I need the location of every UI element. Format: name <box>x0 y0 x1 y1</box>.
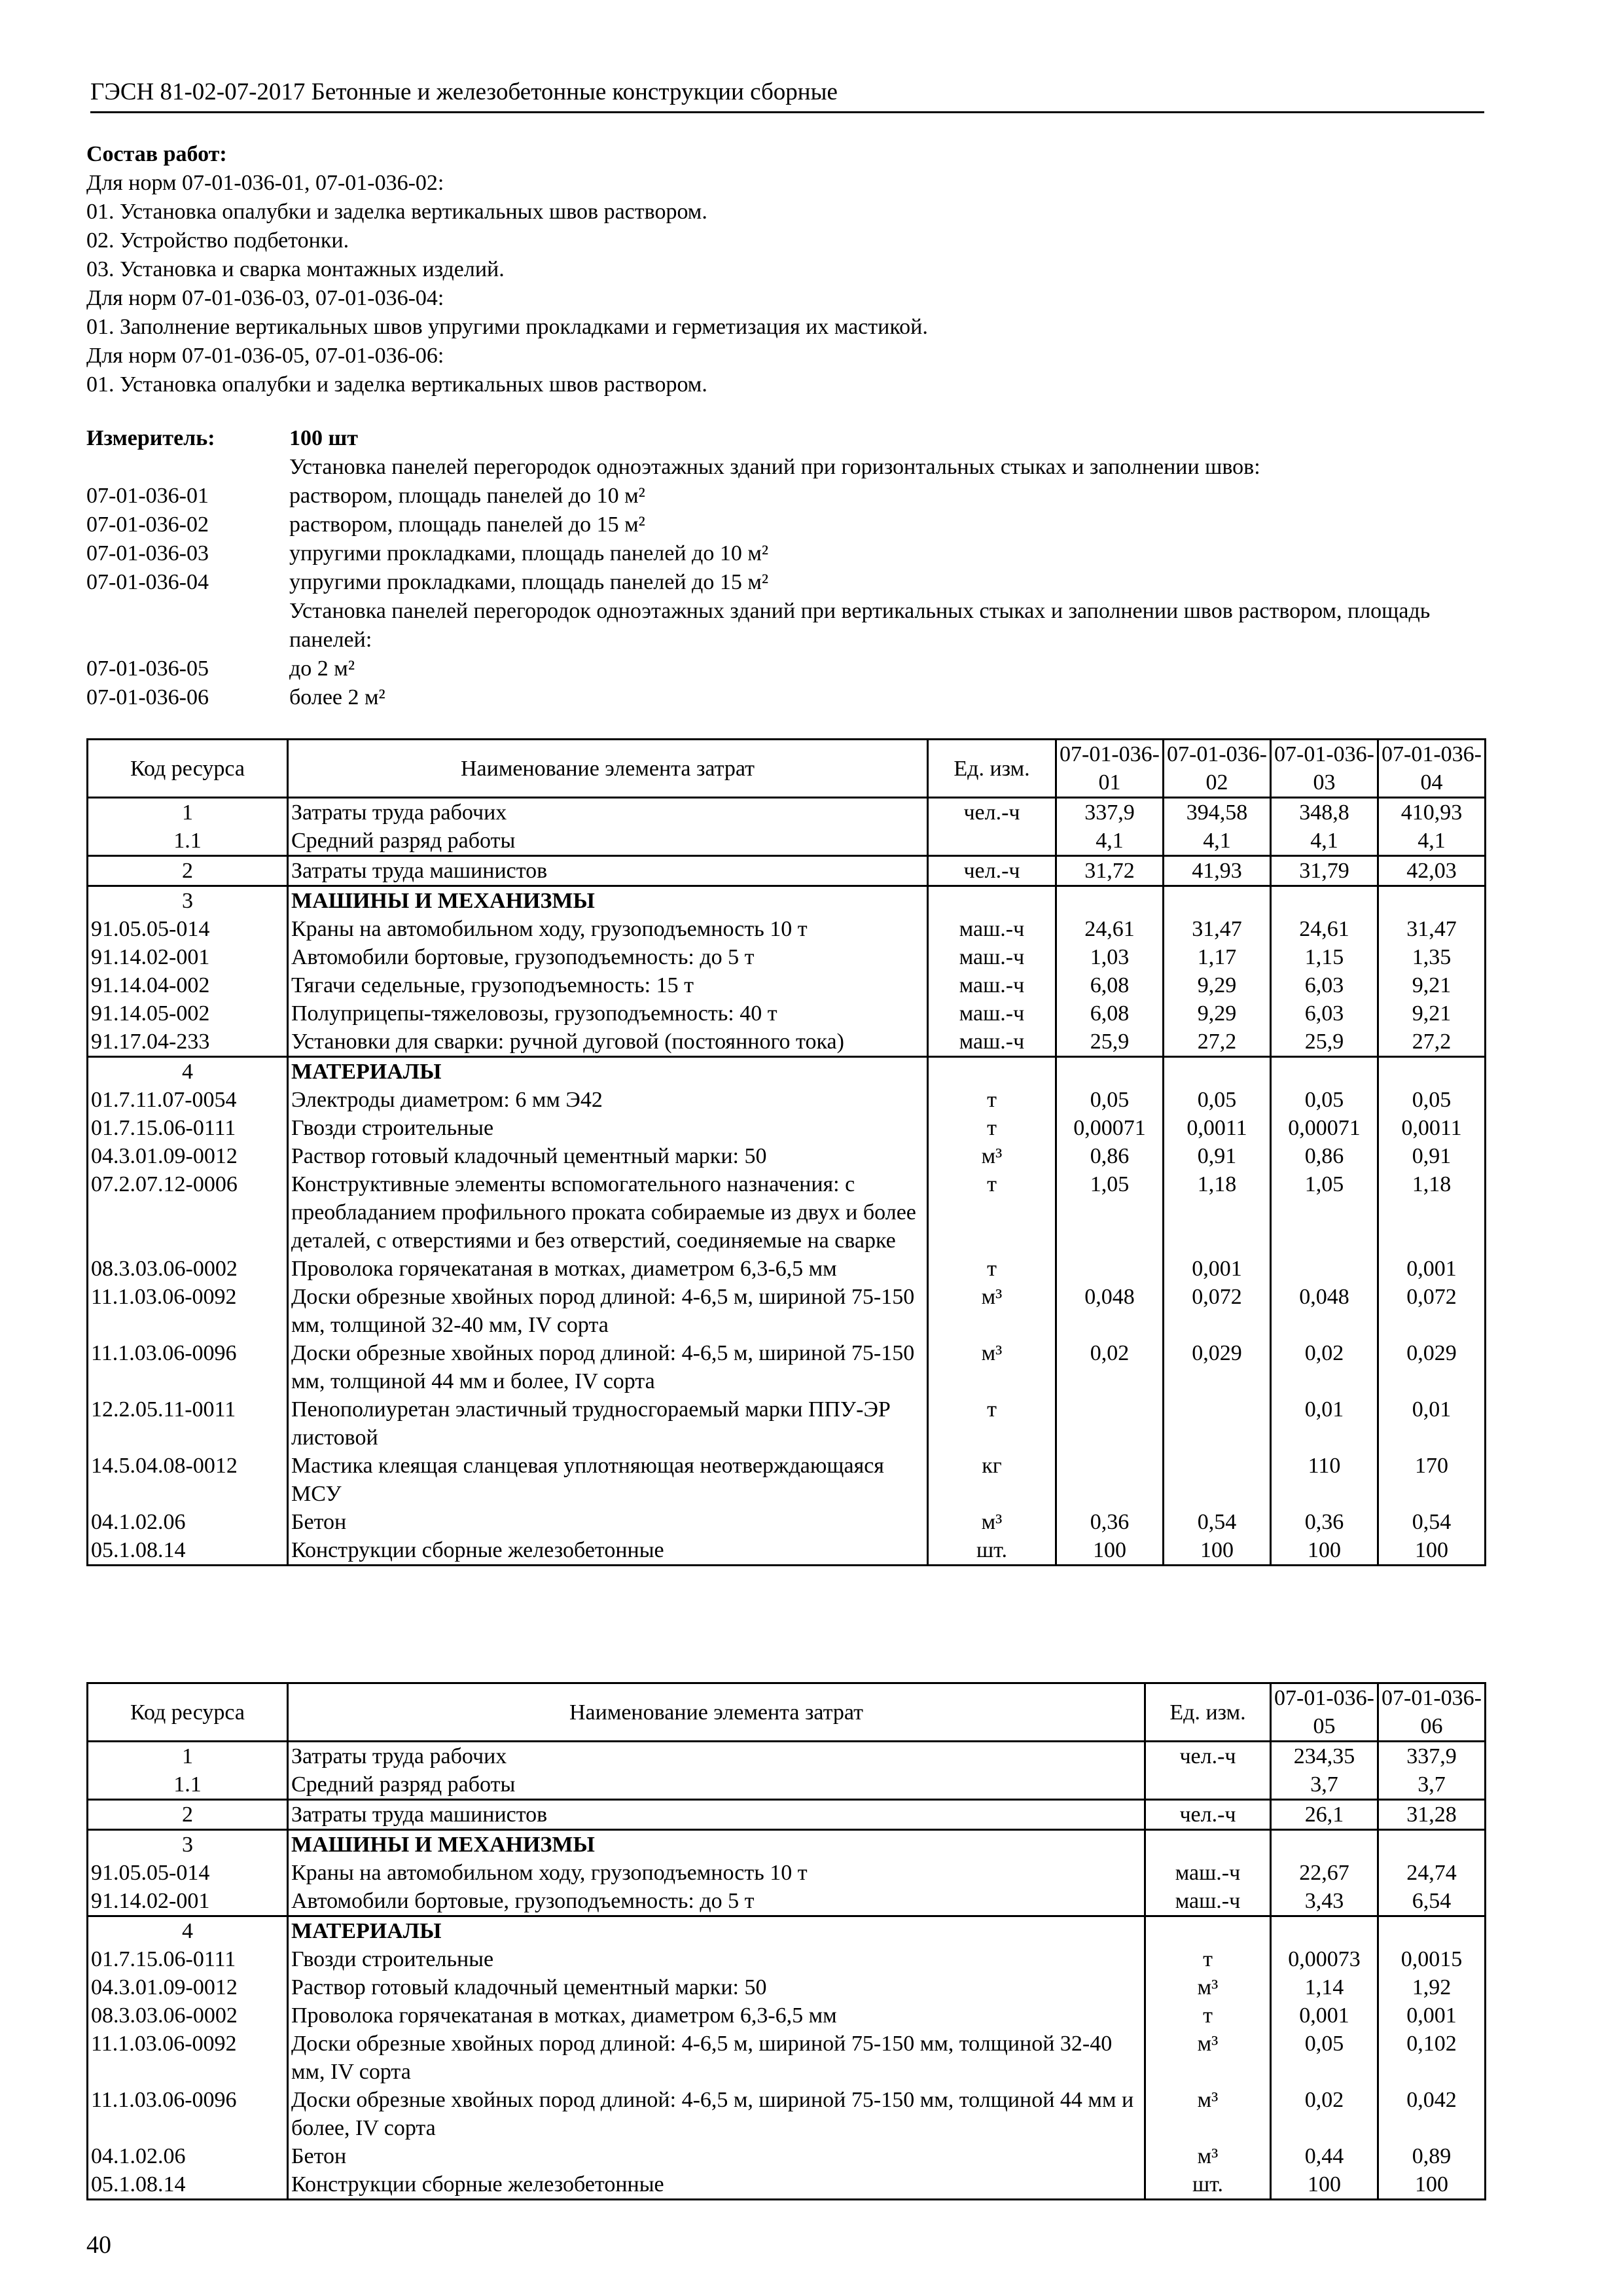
cell-value: 0,0011 <box>1378 1114 1486 1142</box>
resource-table-1 <box>86 738 1486 1566</box>
table-row <box>88 1508 1486 1536</box>
cell-name: Бетон <box>288 2142 1145 2170</box>
cell-unit: шт. <box>1145 2170 1271 2200</box>
cell-unit: м³ <box>1145 2142 1271 2170</box>
norm-text: упругими прокладками, площадь панелей до 10 м² <box>289 541 769 565</box>
cell-value: 1,05 <box>1271 1170 1378 1255</box>
cell-value: 0,0015 <box>1378 1945 1486 1973</box>
cell-unit: чел.-ч <box>1145 1800 1271 1830</box>
cell-name: Гвозди строительные <box>288 1114 928 1142</box>
norm-code: 07-01-036-03 <box>86 541 209 565</box>
table-row <box>88 1283 1486 1339</box>
cell-value: 3,7 <box>1378 1770 1486 1800</box>
cell-code: 2 <box>88 856 288 886</box>
cell-value: 24,61 <box>1271 915 1378 943</box>
cell-unit: маш.-ч <box>928 943 1056 971</box>
cell-code: 91.14.02-001 <box>88 1887 288 1916</box>
cell-code: 12.2.05.11-0011 <box>88 1395 288 1452</box>
table-row <box>88 1536 1486 1566</box>
cell-code: 05.1.08.14 <box>88 1536 288 1566</box>
cell-value: 0,44 <box>1271 2142 1378 2170</box>
norm-text: раствором, площадь панелей до 15 м² <box>289 512 645 537</box>
cell-name: Конструктивные элементы вспомогательного назначения: с преобладанием профильного проката собираемые из двух и более деталей, с отверстиями и без отверстий, соединяемые на сварке <box>288 1170 928 1255</box>
cell-name: Раствор готовый кладочный цементный марки: 50 <box>288 1142 928 1170</box>
table-header-row <box>88 1683 1486 1742</box>
cell-value: 0,048 <box>1056 1283 1164 1339</box>
cell-value: 0,01 <box>1378 1395 1486 1452</box>
cell-name: МАТЕРИАЛЫ <box>288 1057 928 1086</box>
cell-unit: чел.-ч <box>928 856 1056 886</box>
cell-value: 31,47 <box>1378 915 1486 943</box>
cell-value: 24,61 <box>1056 915 1164 943</box>
table-row <box>88 1395 1486 1452</box>
cell-value: 170 <box>1378 1452 1486 1508</box>
cell-value <box>1378 1916 1486 1946</box>
cell-value: 25,9 <box>1271 1028 1378 1057</box>
norm-text: упругими прокладками, площадь панелей до 15 м² <box>289 570 769 594</box>
page-number: 40 <box>86 2231 111 2259</box>
work-line: 01. Заполнение вертикальных швов упругими прокладками и герметизация их мастикой. <box>86 315 928 339</box>
norm-code: 07-01-036-05 <box>86 656 209 681</box>
cell-name: Бетон <box>288 1508 928 1536</box>
cell-value <box>1056 1395 1164 1452</box>
header-unit: Ед. изм. <box>928 740 1056 798</box>
cell-value: 0,86 <box>1271 1142 1378 1170</box>
header-name: Наименование элемента затрат <box>288 740 928 798</box>
cell-value: 26,1 <box>1271 1800 1378 1830</box>
cell-unit <box>928 886 1056 916</box>
cell-value: 6,08 <box>1056 971 1164 999</box>
table-row <box>88 2142 1486 2170</box>
work-composition <box>86 140 928 399</box>
cell-code: 3 <box>88 1830 288 1859</box>
cell-value: 27,2 <box>1378 1028 1486 1057</box>
cell-code: 91.14.02-001 <box>88 943 288 971</box>
cell-value: 0,029 <box>1378 1339 1486 1395</box>
cell-unit: т <box>928 1255 1056 1283</box>
header-norm: 07-01-036-01 <box>1056 740 1164 798</box>
running-header: ГЭСН 81-02-07-2017 Бетонные и железобетонные конструкции сборные <box>90 77 1484 113</box>
cell-value: 0,02 <box>1271 1339 1378 1395</box>
cell-code: 01.7.11.07-0054 <box>88 1086 288 1114</box>
cell-code: 1.1 <box>88 827 288 856</box>
cell-unit: шт. <box>928 1536 1056 1566</box>
table-row <box>88 1945 1486 1973</box>
cell-code: 1 <box>88 798 288 827</box>
cell-value <box>1271 1255 1378 1283</box>
table-row <box>88 2170 1486 2200</box>
cell-value: 22,67 <box>1271 1859 1378 1887</box>
header-norm: 07-01-036-03 <box>1271 740 1378 798</box>
cell-value: 0,05 <box>1271 1086 1378 1114</box>
cell-value: 0,02 <box>1271 2086 1378 2142</box>
cell-value: 4,1 <box>1378 827 1486 856</box>
cell-value: 0,02 <box>1056 1339 1164 1395</box>
cell-name: Средний разряд работы <box>288 827 928 856</box>
cell-value: 25,9 <box>1056 1028 1164 1057</box>
cell-value: 0,89 <box>1378 2142 1486 2170</box>
cell-unit: м³ <box>928 1339 1056 1395</box>
cell-value: 27,2 <box>1164 1028 1271 1057</box>
cell-unit <box>928 1057 1056 1086</box>
header-unit: Ед. изм. <box>1145 1683 1271 1742</box>
cell-name: Доски обрезные хвойных пород длиной: 4-6,5 м, шириной 75-150 мм, толщиной 32-40 мм, IV сорта <box>288 1283 928 1339</box>
cell-value: 6,54 <box>1378 1887 1486 1916</box>
cell-name: Затраты труда рабочих <box>288 1742 1145 1771</box>
cell-value: 0,001 <box>1271 2001 1378 2030</box>
cell-value <box>1271 886 1378 916</box>
table-row <box>88 943 1486 971</box>
table-row <box>88 1770 1486 1800</box>
cell-name: Проволока горячекатаная в мотках, диаметром 6,3-6,5 мм <box>288 2001 1145 2030</box>
cell-unit: т <box>1145 2001 1271 2030</box>
cell-value: 0,00073 <box>1271 1945 1378 1973</box>
cell-unit: маш.-ч <box>928 999 1056 1028</box>
cell-value: 6,03 <box>1271 971 1378 999</box>
cell-value: 9,21 <box>1378 999 1486 1028</box>
cell-unit <box>1145 1830 1271 1859</box>
cell-code: 1 <box>88 1742 288 1771</box>
norm-text: до 2 м² <box>289 656 355 681</box>
cell-value <box>1056 1057 1164 1086</box>
cell-unit: кг <box>928 1452 1056 1508</box>
cell-unit: м³ <box>928 1142 1056 1170</box>
cell-name: Затраты труда машинистов <box>288 1800 1145 1830</box>
cell-code: 1.1 <box>88 1770 288 1800</box>
cell-value: 0,0011 <box>1164 1114 1271 1142</box>
cell-unit: м³ <box>1145 1973 1271 2001</box>
header-norm: 07-01-036-02 <box>1164 740 1271 798</box>
cell-value: 0,54 <box>1378 1508 1486 1536</box>
cell-name: Проволока горячекатаная в мотках, диаметром 6,3-6,5 мм <box>288 1255 928 1283</box>
cell-value <box>1378 1057 1486 1086</box>
cell-code: 07.2.07.12-0006 <box>88 1170 288 1255</box>
cell-code: 14.5.04.08-0012 <box>88 1452 288 1508</box>
table-row <box>88 1255 1486 1283</box>
cell-value: 100 <box>1378 1536 1486 1566</box>
cell-name: Установки для сварки: ручной дуговой (постоянного тока) <box>288 1028 928 1057</box>
cell-name: Краны на автомобильном ходу, грузоподъемность 10 т <box>288 915 928 943</box>
cell-value: 0,048 <box>1271 1283 1378 1339</box>
cell-value: 0,102 <box>1378 2030 1486 2086</box>
norm-text: раствором, площадь панелей до 10 м² <box>289 484 645 508</box>
cell-value <box>1056 1452 1164 1508</box>
cell-value: 4,1 <box>1056 827 1164 856</box>
meter-label: Измеритель: <box>86 426 215 450</box>
cell-value <box>1164 1452 1271 1508</box>
cell-value: 31,79 <box>1271 856 1378 886</box>
cell-value: 1,18 <box>1164 1170 1271 1255</box>
cell-name: МАШИНЫ И МЕХАНИЗМЫ <box>288 886 928 916</box>
cell-value: 9,29 <box>1164 971 1271 999</box>
cell-value: 410,93 <box>1378 798 1486 827</box>
cell-code: 11.1.03.06-0092 <box>88 1283 288 1339</box>
cell-value: 0,05 <box>1164 1086 1271 1114</box>
cell-code: 05.1.08.14 <box>88 2170 288 2200</box>
cell-value: 24,74 <box>1378 1859 1486 1887</box>
cell-value: 1,92 <box>1378 1973 1486 2001</box>
cell-value <box>1271 1057 1378 1086</box>
cell-name: Полуприцепы-тяжеловозы, грузоподъемность: 40 т <box>288 999 928 1028</box>
cell-name: Конструкции сборные железобетонные <box>288 2170 1145 2200</box>
cell-value: 100 <box>1271 1536 1378 1566</box>
cell-value: 1,18 <box>1378 1170 1486 1255</box>
cell-value: 394,58 <box>1164 798 1271 827</box>
norm-code: 07-01-036-06 <box>86 685 209 709</box>
cell-value: 0,072 <box>1164 1283 1271 1339</box>
table-row <box>88 1973 1486 2001</box>
cell-unit <box>1145 1770 1271 1800</box>
cell-value: 100 <box>1378 2170 1486 2200</box>
cell-name: Затраты труда рабочих <box>288 798 928 827</box>
header-code: Код ресурса <box>88 1683 288 1742</box>
cell-value: 1,05 <box>1056 1170 1164 1255</box>
work-line: Для норм 07-01-036-01, 07-01-036-02: <box>86 171 444 195</box>
work-composition-title: Состав работ: <box>86 142 227 166</box>
cell-unit: т <box>928 1170 1056 1255</box>
cell-value: 0,05 <box>1378 1086 1486 1114</box>
cell-code: 01.7.15.06-0111 <box>88 1114 288 1142</box>
cell-value: 0,001 <box>1378 1255 1486 1283</box>
cell-code: 91.14.05-002 <box>88 999 288 1028</box>
table-row <box>88 1887 1486 1916</box>
cell-name: Раствор готовый кладочный цементный марки: 50 <box>288 1973 1145 2001</box>
cell-value: 0,001 <box>1378 2001 1486 2030</box>
cell-value <box>1056 886 1164 916</box>
meter-intro: Установка панелей перегородок одноэтажных зданий при горизонтальных стыках и заполнении швов: <box>289 455 1260 479</box>
table-row <box>88 1859 1486 1887</box>
cell-code: 04.1.02.06 <box>88 2142 288 2170</box>
cell-unit <box>1145 1916 1271 1946</box>
cell-value: 0,05 <box>1271 2030 1378 2086</box>
cell-unit: т <box>928 1086 1056 1114</box>
cell-unit: чел.-ч <box>928 798 1056 827</box>
cell-value: 0,91 <box>1164 1142 1271 1170</box>
cell-unit: т <box>928 1114 1056 1142</box>
cell-name: МАТЕРИАЛЫ <box>288 1916 1145 1946</box>
cell-value: 0,86 <box>1056 1142 1164 1170</box>
table-row <box>88 1339 1486 1395</box>
cell-code: 11.1.03.06-0092 <box>88 2030 288 2086</box>
norm-code: 07-01-036-02 <box>86 512 209 537</box>
cell-value: 9,21 <box>1378 971 1486 999</box>
cell-unit <box>928 827 1056 856</box>
cell-value: 1,17 <box>1164 943 1271 971</box>
cell-value: 110 <box>1271 1452 1378 1508</box>
cell-value: 0,36 <box>1056 1508 1164 1536</box>
cell-value: 100 <box>1056 1536 1164 1566</box>
work-line: Для норм 07-01-036-05, 07-01-036-06: <box>86 344 444 368</box>
norm-code: 07-01-036-04 <box>86 570 209 594</box>
table-row <box>88 1114 1486 1142</box>
cell-code: 11.1.03.06-0096 <box>88 1339 288 1395</box>
table-row <box>88 1800 1486 1830</box>
cell-unit: маш.-ч <box>928 971 1056 999</box>
work-line: 02. Устройство подбетонки. <box>86 228 349 253</box>
cell-value: 4,1 <box>1271 827 1378 856</box>
cell-unit: маш.-ч <box>1145 1859 1271 1887</box>
cell-value: 1,35 <box>1378 943 1486 971</box>
cell-unit: маш.-ч <box>928 915 1056 943</box>
table-header-row <box>88 740 1486 798</box>
table-row <box>88 886 1486 916</box>
cell-code: 11.1.03.06-0096 <box>88 2086 288 2142</box>
cell-unit: чел.-ч <box>1145 1742 1271 1771</box>
cell-value: 41,93 <box>1164 856 1271 886</box>
cell-unit: т <box>1145 1945 1271 1973</box>
cell-value <box>1164 886 1271 916</box>
norm-code: 07-01-036-01 <box>86 484 209 508</box>
cell-value <box>1271 1830 1378 1859</box>
cell-name: МАШИНЫ И МЕХАНИЗМЫ <box>288 1830 1145 1859</box>
table-row <box>88 856 1486 886</box>
cell-code: 91.05.05-014 <box>88 1859 288 1887</box>
meter-block <box>86 424 1500 712</box>
table-row <box>88 2030 1486 2086</box>
table-row <box>88 915 1486 943</box>
cell-value: 1,03 <box>1056 943 1164 971</box>
cell-value <box>1164 1395 1271 1452</box>
cell-name: Затраты труда машинистов <box>288 856 928 886</box>
cell-code: 04.3.01.09-0012 <box>88 1142 288 1170</box>
cell-value: 100 <box>1271 2170 1378 2200</box>
table-row <box>88 1170 1486 1255</box>
cell-name: Автомобили бортовые, грузоподъемность: до 5 т <box>288 1887 1145 1916</box>
cell-name: Пенополиуретан эластичный трудносгораемый марки ППУ-ЭР листовой <box>288 1395 928 1452</box>
cell-code: 2 <box>88 1800 288 1830</box>
cell-code: 4 <box>88 1916 288 1946</box>
cell-code: 04.3.01.09-0012 <box>88 1973 288 2001</box>
cell-value <box>1056 1255 1164 1283</box>
resource-table-2 <box>86 1682 1486 2200</box>
cell-value: 0,36 <box>1271 1508 1378 1536</box>
cell-code: 91.14.04-002 <box>88 971 288 999</box>
cell-name: Автомобили бортовые, грузоподъемность: до 5 т <box>288 943 928 971</box>
cell-value: 0,91 <box>1378 1142 1486 1170</box>
header-code: Код ресурса <box>88 740 288 798</box>
work-line: 01. Установка опалубки и заделка вертикальных швов раствором. <box>86 372 707 397</box>
cell-value: 0,05 <box>1056 1086 1164 1114</box>
cell-value: 337,9 <box>1378 1742 1486 1771</box>
table-row <box>88 1057 1486 1086</box>
meter-intro: Установка панелей перегородок одноэтажных зданий при вертикальных стыках и заполнении швов раствором, площадь панелей: <box>289 599 1431 652</box>
cell-unit: м³ <box>928 1283 1056 1339</box>
cell-unit: м³ <box>928 1508 1056 1536</box>
table-row <box>88 1142 1486 1170</box>
cell-value: 0,029 <box>1164 1339 1271 1395</box>
cell-name: Конструкции сборные железобетонные <box>288 1536 928 1566</box>
cell-value: 6,08 <box>1056 999 1164 1028</box>
cell-value: 1,14 <box>1271 1973 1378 2001</box>
table-row <box>88 2086 1486 2142</box>
cell-value: 4,1 <box>1164 827 1271 856</box>
cell-value <box>1378 886 1486 916</box>
cell-value: 0,042 <box>1378 2086 1486 2142</box>
cell-value: 9,29 <box>1164 999 1271 1028</box>
cell-value: 0,00071 <box>1056 1114 1164 1142</box>
cell-value: 31,47 <box>1164 915 1271 943</box>
cell-name: Краны на автомобильном ходу, грузоподъемность 10 т <box>288 1859 1145 1887</box>
table-row <box>88 1452 1486 1508</box>
table-row <box>88 827 1486 856</box>
cell-code: 08.3.03.06-0002 <box>88 1255 288 1283</box>
cell-code: 3 <box>88 886 288 916</box>
cell-value: 0,01 <box>1271 1395 1378 1452</box>
cell-value: 0,00071 <box>1271 1114 1378 1142</box>
cell-name: Доски обрезные хвойных пород длиной: 4-6,5 м, шириной 75-150 мм, толщиной 32-40 мм, IV сорта <box>288 2030 1145 2086</box>
table-row <box>88 1028 1486 1057</box>
work-line: Для норм 07-01-036-03, 07-01-036-04: <box>86 286 444 310</box>
cell-value: 1,15 <box>1271 943 1378 971</box>
norm-text: более 2 м² <box>289 685 385 709</box>
cell-value: 337,9 <box>1056 798 1164 827</box>
cell-value <box>1164 1057 1271 1086</box>
meter-unit: 100 шт <box>289 426 358 450</box>
cell-value: 42,03 <box>1378 856 1486 886</box>
table-row <box>88 999 1486 1028</box>
cell-value: 0,54 <box>1164 1508 1271 1536</box>
table-row <box>88 1742 1486 1771</box>
cell-code: 08.3.03.06-0002 <box>88 2001 288 2030</box>
header-norm: 07-01-036-04 <box>1378 740 1486 798</box>
cell-unit: м³ <box>1145 2086 1271 2142</box>
cell-value: 3,43 <box>1271 1887 1378 1916</box>
cell-code: 91.17.04-233 <box>88 1028 288 1057</box>
cell-value: 0,001 <box>1164 1255 1271 1283</box>
cell-value: 31,72 <box>1056 856 1164 886</box>
table-row <box>88 1916 1486 1946</box>
work-line: 01. Установка опалубки и заделка вертикальных швов раствором. <box>86 200 707 224</box>
cell-unit: маш.-ч <box>1145 1887 1271 1916</box>
cell-name: Тягачи седельные, грузоподъемность: 15 т <box>288 971 928 999</box>
header-norm: 07-01-036-06 <box>1378 1683 1486 1742</box>
cell-unit: маш.-ч <box>928 1028 1056 1057</box>
cell-code: 01.7.15.06-0111 <box>88 1945 288 1973</box>
header-name: Наименование элемента затрат <box>288 1683 1145 1742</box>
cell-unit: т <box>928 1395 1056 1452</box>
cell-code: 4 <box>88 1057 288 1086</box>
cell-value: 0,072 <box>1378 1283 1486 1339</box>
cell-name: Гвозди строительные <box>288 1945 1145 1973</box>
cell-unit: м³ <box>1145 2030 1271 2086</box>
cell-name: Доски обрезные хвойных пород длиной: 4-6,5 м, шириной 75-150 мм, толщиной 44 мм и более, IV сорта <box>288 2086 1145 2142</box>
work-line: 03. Установка и сварка монтажных изделий. <box>86 257 505 281</box>
cell-name: Мастика клеящая сланцевая уплотняющая неотверждающаяся МСУ <box>288 1452 928 1508</box>
cell-value: 234,35 <box>1271 1742 1378 1771</box>
cell-value: 348,8 <box>1271 798 1378 827</box>
cell-value <box>1378 1830 1486 1859</box>
cell-name: Электроды диаметром: 6 мм Э42 <box>288 1086 928 1114</box>
table-row <box>88 971 1486 999</box>
cell-value <box>1271 1916 1378 1946</box>
table-row <box>88 1086 1486 1114</box>
cell-value: 31,28 <box>1378 1800 1486 1830</box>
header-norm: 07-01-036-05 <box>1271 1683 1378 1742</box>
cell-value: 100 <box>1164 1536 1271 1566</box>
cell-value: 6,03 <box>1271 999 1378 1028</box>
table-row <box>88 2001 1486 2030</box>
cell-name: Средний разряд работы <box>288 1770 1145 1800</box>
table-row <box>88 1830 1486 1859</box>
cell-name: Доски обрезные хвойных пород длиной: 4-6,5 м, шириной 75-150 мм, толщиной 44 мм и более, IV сорта <box>288 1339 928 1395</box>
cell-code: 04.1.02.06 <box>88 1508 288 1536</box>
table-row <box>88 798 1486 827</box>
cell-code: 91.05.05-014 <box>88 915 288 943</box>
cell-value: 3,7 <box>1271 1770 1378 1800</box>
